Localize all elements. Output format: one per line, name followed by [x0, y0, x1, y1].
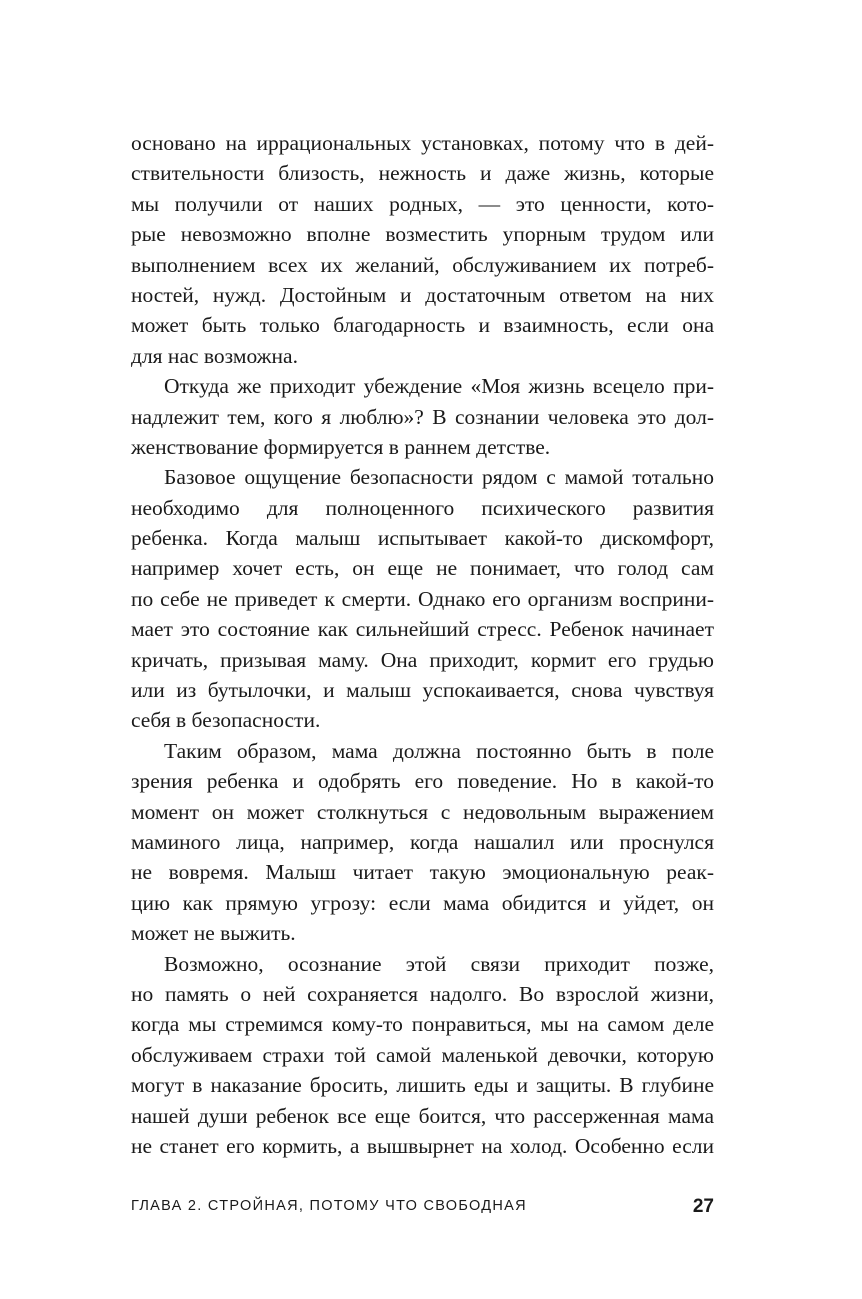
- text-line: надлежит тем, кого я люблю»? В сознании человека это дол-: [131, 404, 714, 429]
- text-line: может не выжить.: [131, 921, 296, 946]
- paragraph-2: [131, 371, 714, 462]
- text-line: выполнением всех их желаний, обслуживанием их потреб-: [131, 252, 714, 277]
- page-body: [131, 128, 714, 1161]
- page-number: 27: [692, 1196, 714, 1217]
- text-line: мает это состояние как сильнейший стресс. Ребенок начинает: [131, 617, 714, 642]
- text-line: маминого лица, например, когда нашалил или проснулся: [131, 829, 714, 854]
- running-head: ГЛАВА 2. СТРОЙНАЯ, ПОТОМУ ЧТО СВОБОДНАЯ: [131, 1198, 527, 1214]
- text-line: себя в безопасности.: [131, 708, 321, 733]
- paragraph-1: [131, 128, 714, 371]
- text-line: может быть только благодарность и взаимность, если она: [131, 313, 714, 338]
- text-line: ребенка. Когда малыш испытывает какой-то дискомфорт,: [131, 526, 714, 551]
- text-line: или из бутылочки, и малыш успокаивается, снова чувствуя: [131, 678, 714, 703]
- paragraph-3: [131, 462, 714, 736]
- paragraph-4: [131, 736, 714, 949]
- text-line: Возможно, осознание этой связи приходит позже,: [164, 951, 714, 976]
- page-footer: [131, 1196, 714, 1222]
- text-line: но память о ней сохраняется надолго. Во взрослой жизни,: [131, 981, 714, 1006]
- text-line: могут в наказание бросить, лишить еды и защиты. В глубине: [131, 1073, 714, 1098]
- paragraph-5: [131, 949, 714, 1162]
- text-line: мы получили от наших родных, — это ценности, кото-: [131, 191, 714, 216]
- text-line: женствование формируется в раннем детстве.: [131, 434, 551, 459]
- text-line: обслуживаем страхи той самой маленькой девочки, которую: [131, 1042, 714, 1067]
- text-line: Откуда же приходит убеждение «Моя жизнь всецело при-: [164, 374, 714, 399]
- text-line: не вовремя. Малыш читает такую эмоциональную реак-: [131, 860, 714, 885]
- text-line: основано на иррациональных установках, потому что в дей-: [131, 131, 714, 155]
- text-line: момент он может столкнуться с недовольным выражением: [131, 799, 714, 824]
- text-line: рые невозможно вполне возместить упорным трудом или: [131, 222, 714, 247]
- text-line: для нас возможна.: [131, 343, 298, 368]
- text-line: Базовое ощущение безопасности рядом с мамой тотально: [164, 465, 714, 490]
- text-line: например хочет есть, он еще не понимает, что голод сам: [131, 556, 714, 581]
- text-line: кричать, призывая маму. Она приходит, кормит его грудью: [131, 647, 714, 672]
- text-line: нашей души ребенок все еще боится, что рассерженная мама: [131, 1103, 714, 1128]
- text-line: когда мы стремимся кому-то понравиться, мы на самом деле: [131, 1012, 714, 1037]
- text-line: цию как прямую угрозу: если мама обидится и уйдет, он: [131, 890, 714, 915]
- text-line: необходимо для полноценного психического развития: [131, 495, 714, 520]
- text-line: не станет его кормить, а вышвырнет на холод. Особенно если: [131, 1133, 714, 1158]
- text-line: зрения ребенка и одобрять его поведение. Но в какой-то: [131, 769, 714, 794]
- text-line: по себе не приведет к смерти. Однако его организм восприни-: [131, 586, 714, 611]
- text-line: ностей, нужд. Достойным и достаточным ответом на них: [131, 282, 714, 307]
- text-line: Таким образом, мама должна постоянно быть в поле: [164, 738, 714, 763]
- text-line: ствительности близость, нежность и даже жизнь, которые: [131, 161, 714, 186]
